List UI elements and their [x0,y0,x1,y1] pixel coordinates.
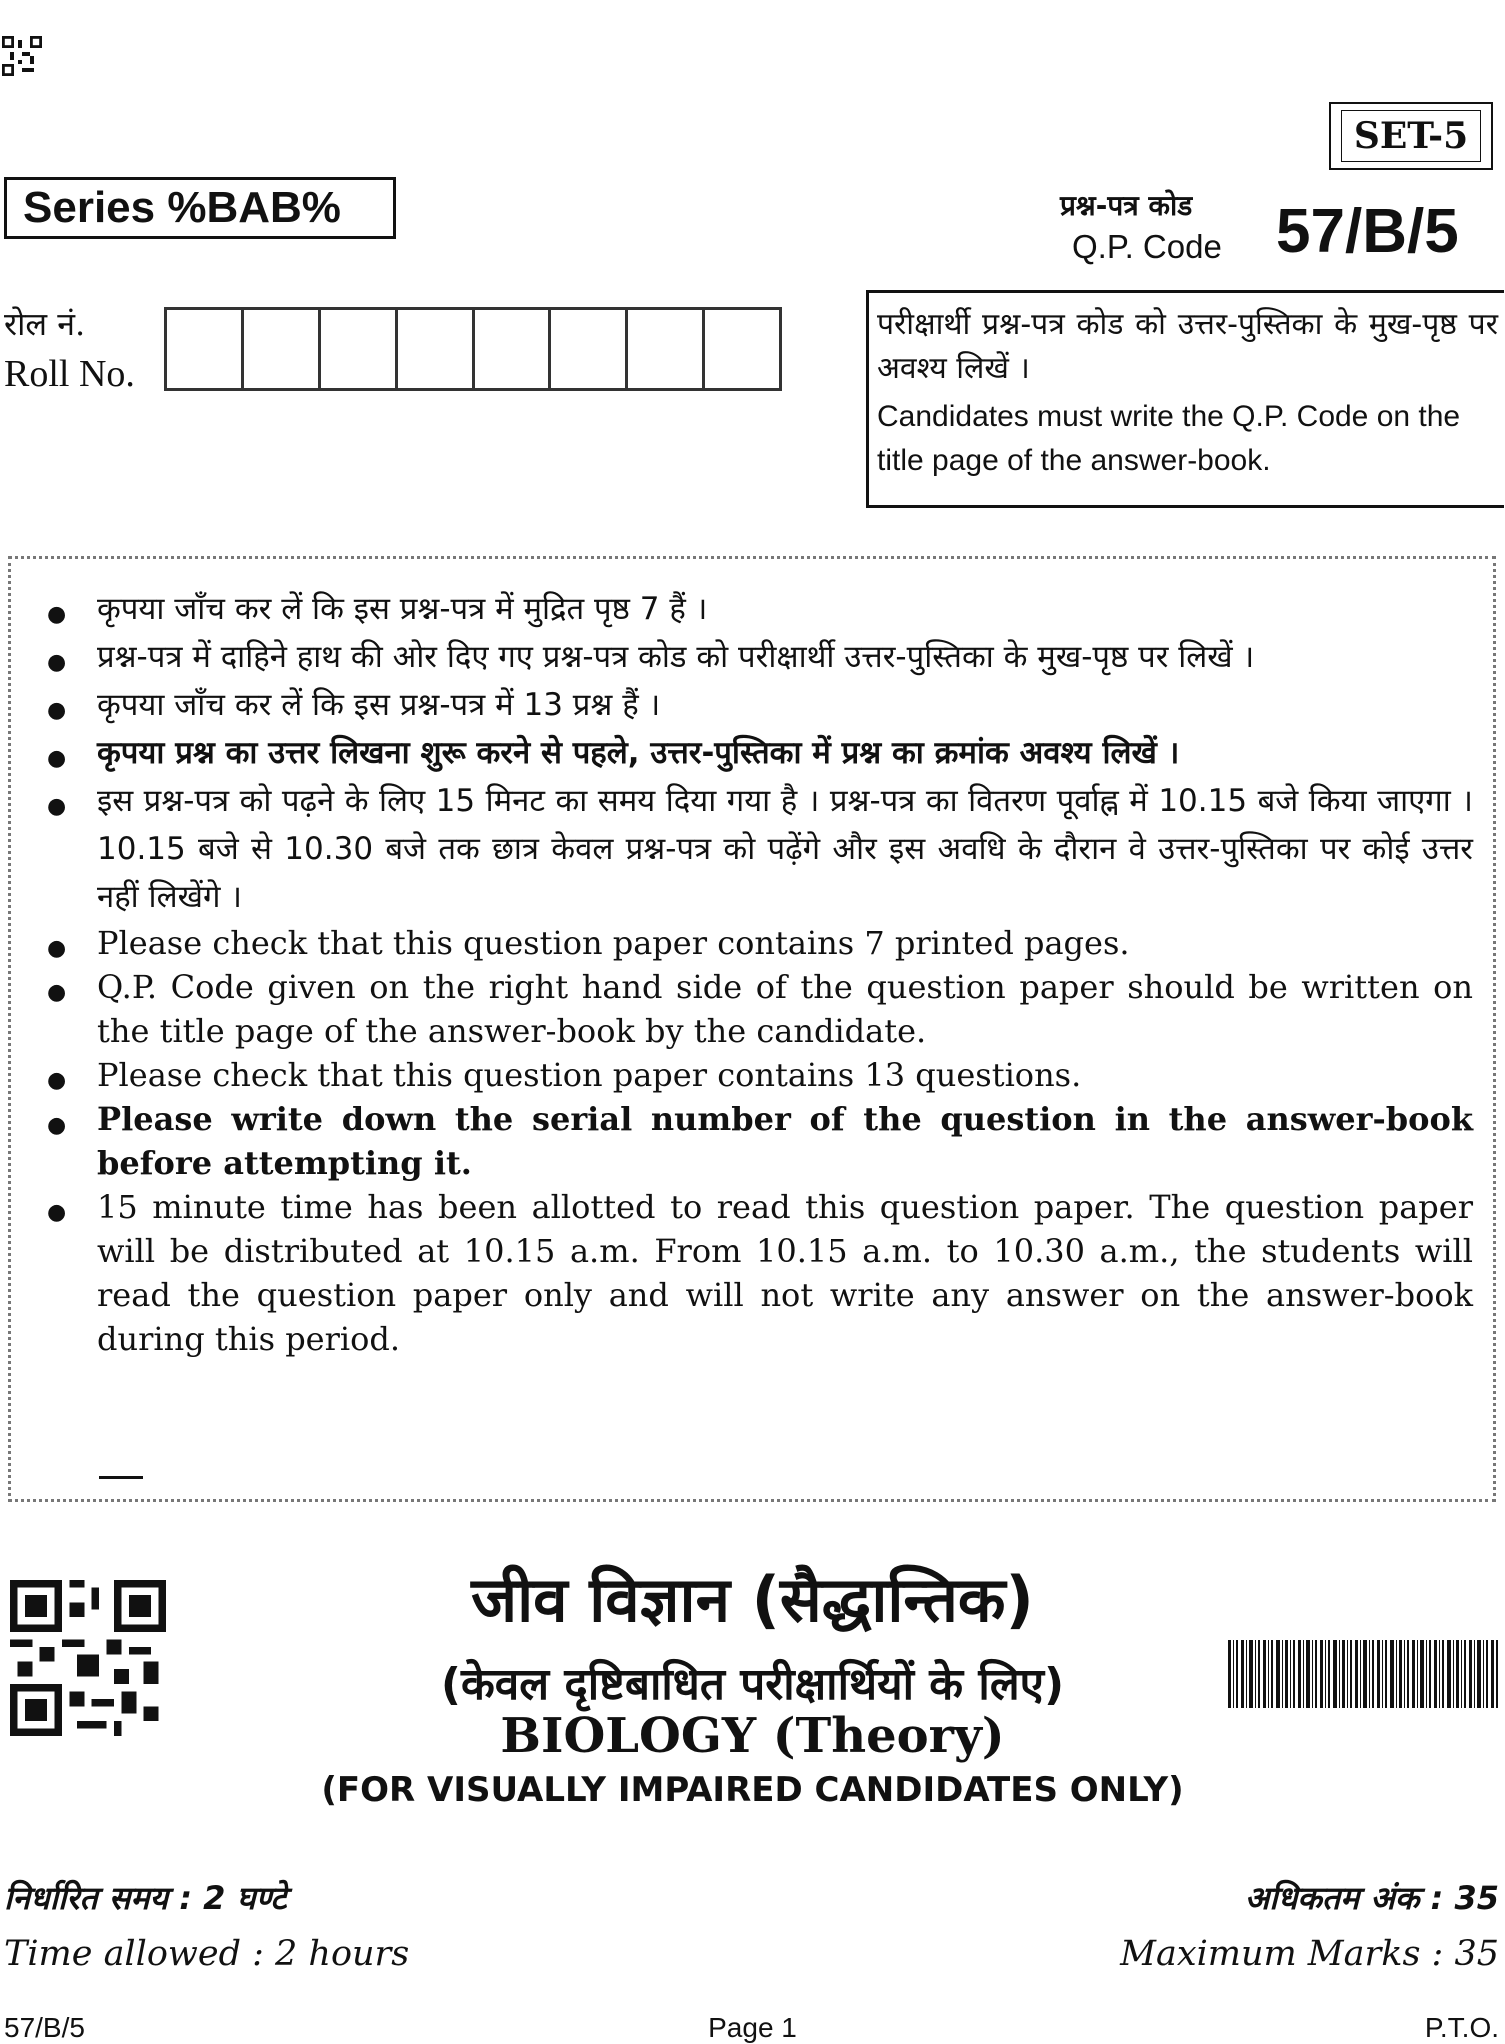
instruction-item: ● Please write down the serial number of the question in the answer-book before attempting it. [41,1097,1473,1185]
roll-label: Roll No. [4,353,135,395]
footer-page-number: Page 1 [708,2012,797,2043]
instruction-item: ● Please check that this question paper contains 7 printed pages. [41,921,1473,965]
qp-code-label-hindi: प्रश्न-पत्र कोड [1060,189,1193,222]
roll-digit-box[interactable] [167,310,244,388]
max-marks-hindi: अधिकतम अंक : 35 [1244,1879,1499,1917]
set-label-box [1329,102,1493,170]
instructions-box [8,556,1496,1502]
instructions-end-dash [99,1476,143,1479]
instruction-item: ● इस प्रश्न-पत्र को पढ़ने के लिए 15 मिनट का समय दिया गया है । प्रश्न-पत्र का वितरण पूर्वाह्न में 10.15 बजे किया जाएगा । 10.15 बजे से 10.30 बजे तक छात्र केवल प्रश्न-पत्र को पढ़ेंगे और इस अवधि के दौरान वे उत्तर-पुस्तिका पर कोई उत्तर नहीं लिखेंगे । [41,777,1473,921]
instruction-item: ● Q.P. Code given on the right hand side of the question paper should be written on the title page of the answer-book by the candidate. [41,965,1473,1053]
instruction-item: ● Please check that this question paper contains 13 questions. [41,1053,1473,1097]
roll-digit-box[interactable] [628,310,705,388]
max-marks: Maximum Marks : 35 [1120,1934,1499,1974]
footer-pto: P.T.O. [1424,2012,1499,2043]
instructions-list [41,585,1473,1361]
time-allowed: Time allowed : 2 hours [4,1934,410,1974]
subject-subtitle-hindi: (केवल दृष्टिबाधित परीक्षार्थियों के लिए) [440,1659,1065,1710]
qp-code: 57/B/5 [1276,197,1459,266]
qp-code-note-box [866,290,1504,508]
instruction-item: ● प्रश्न-पत्र में दाहिने हाथ की ओर दिए गए प्रश्न-पत्र कोड को परीक्षार्थी उत्तर-पुस्तिका के मुख-पृष्ठ पर लिखें । [41,633,1473,681]
roll-number-boxes[interactable] [164,307,782,391]
qp-note-english: Candidates must write the Q.P. Code on the title page of the answer-book. [877,400,1461,477]
roll-digit-box[interactable] [475,310,552,388]
time-allowed-hindi: निर्धारित समय : 2 घण्टे [4,1879,287,1917]
qp-note-hindi: परीक्षार्थी प्रश्न-पत्र कोड को उत्तर-पुस्तिका के मुख-पृष्ठ पर अवश्य लिखें । [877,307,1498,386]
instruction-item: ● कृपया जाँच कर लें कि इस प्रश्न-पत्र में मुद्रित पृष्ठ 7 हैं । [41,585,1473,633]
roll-digit-box[interactable] [321,310,398,388]
roll-digit-box[interactable] [398,310,475,388]
subject-title-hindi: जीव विज्ञान (सैद्धान्तिक) [471,1563,1034,1636]
roll-digit-box[interactable] [551,310,628,388]
roll-digit-box[interactable] [244,310,321,388]
instruction-item: ● कृपया प्रश्न का उत्तर लिखना शुरू करने से पहले, उत्तर-पुस्तिका में प्रश्न का क्रमांक अवश्य लिखें । [41,729,1473,777]
instruction-item: ● 15 minute time has been allotted to read this question paper. The question paper will be distributed at 10.15 a.m. From 10.15 a.m. to 10.30 a.m., the students will read the question paper only and will not write any answer on the answer-book during this period. [41,1185,1473,1361]
qp-code-label: Q.P. Code [1072,228,1222,265]
instruction-item: ● कृपया जाँच कर लें कि इस प्रश्न-पत्र में 13 प्रश्न हैं । [41,681,1473,729]
roll-digit-box[interactable] [705,310,779,388]
subject-subtitle: (FOR VISUALLY IMPAIRED CANDIDATES ONLY) [321,1770,1184,1810]
subject-title: BIOLOGY (Theory) [500,1708,1005,1764]
footer-code: 57/B/5 [4,2012,85,2043]
small-qr-code [2,36,42,76]
roll-label-hindi: रोल नं. [4,305,86,343]
set-label: SET-5 [1341,110,1481,162]
series-label: Series %BAB% [4,177,396,239]
